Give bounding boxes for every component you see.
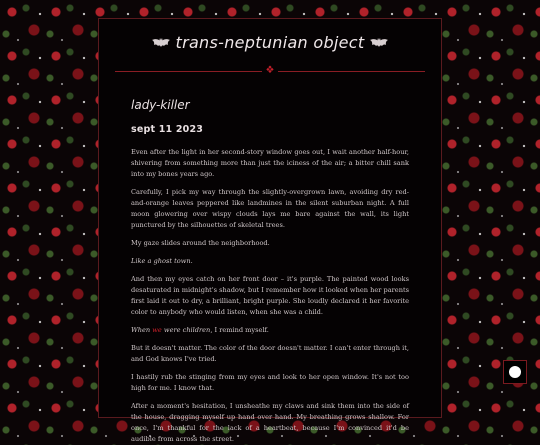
content-panel — [98, 18, 442, 443]
post-paragraph — [131, 325, 409, 336]
post-body — [99, 76, 441, 445]
post-paragraph: Carefully, I pick my way through the slightly-overgrown lawn, avoiding dry red-and-orange leaves peppered like landmines in the silent suburban night. A full moon glowering over wispy clouds lays me bare against the wall, its light punctured by the silhouettes of skeletal trees. — [131, 188, 409, 229]
post-paragraph: My gaze slides around the neighborhood. — [131, 239, 270, 247]
post-date[interactable]: sept 11 2023 — [131, 124, 204, 135]
bat-icon — [370, 37, 388, 49]
post-paragraph: But it doesn't matter. The color of the door doesn't matter. I can't enter through it, and God knows I've tried. — [131, 344, 409, 363]
emphasis-text: we — [152, 326, 162, 334]
title-row — [99, 33, 441, 52]
italic-text: When — [131, 326, 153, 334]
site-title[interactable]: trans-neptunian object — [175, 33, 365, 52]
post-paragraph: And then my eyes catch on her front door – it's purple. The painted wood looks desaturated in midnight's shadow, but I remember how it looked when her parents first laid it out to dry, a brilliant, bright purple. She loudly declared it her favorite color to anybody who would listen, when she was a child. — [131, 275, 409, 316]
divider-line — [115, 71, 262, 72]
scroll-to-top-button[interactable] — [503, 360, 527, 384]
plain-text: , I remind myself. — [210, 326, 269, 334]
site-header — [99, 19, 441, 76]
post-paragraph: Even after the light in her second-story window goes out, I wait another half-hour, shivering from something more than just the iciness of the air; a bitter chill sank into my bones years ago. — [131, 148, 409, 178]
post-paragraph: Like a ghost town. — [131, 257, 193, 265]
post-title[interactable]: lady-killer — [131, 98, 190, 112]
italic-text: were children — [161, 326, 211, 334]
diamond-icon: ❖ — [265, 65, 275, 76]
circle-icon — [509, 366, 521, 378]
header-divider — [115, 66, 425, 76]
post-paragraph: I hastily rub the stinging from my eyes and look to her open window. It's not too high for me. I know that. — [131, 373, 409, 392]
divider-line — [278, 71, 425, 72]
bat-icon — [152, 37, 170, 49]
post-paragraph: After a moment's hesitation, I unsheathe my claws and sink them into the side of the house, dragging myself up hand over hand. My breathing grows shallow. For once, I'm thankful for the lack of a heartbeat, because I'm convinced it'd be audible from across the street. — [131, 402, 409, 443]
